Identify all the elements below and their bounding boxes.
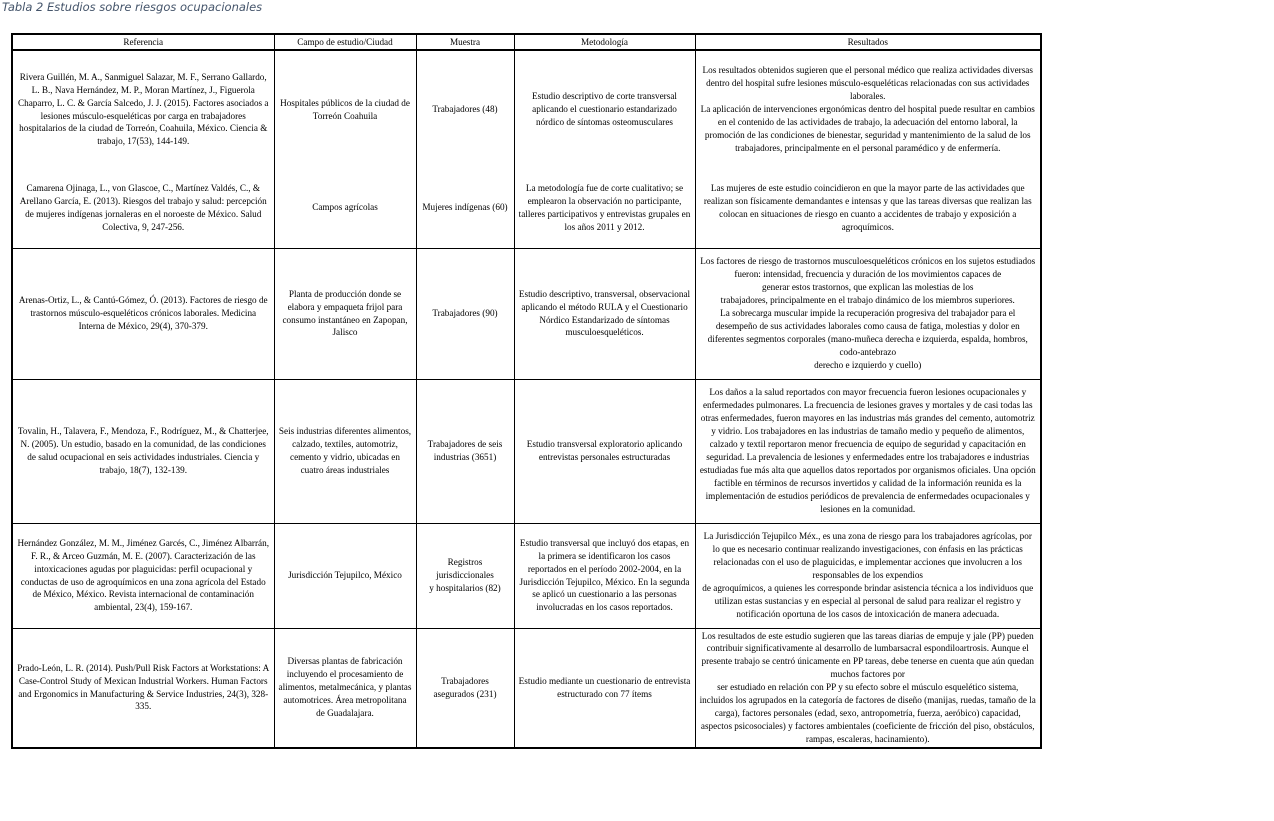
cell-referencia: Hernández González, M. M., Jiménez Garcés, C., Jiménez Albarrán, F. R., & Arceo Guzmán, M. E. (2007). Caracterización de las intoxicaciones agudas por plaguicidas: perfil ocupacional y conductas de uso de agroquímicos en una zona agrícola del Estado de México, México. Revista internacional de contaminación ambiental, 23(4), 159-167.	[12, 523, 274, 628]
header-row	[12, 34, 1041, 50]
cell-muestra: Trabajadores asegurados (231)	[416, 628, 514, 748]
cell-metodologia: Estudio transversal que incluyó dos etapas, en la primera se identificaron los casos reportados en el período 2002-2004, en la Jurisdicción Tejupilco, México. En la segunda se aplicó un cuestionario a las personas involucradas en los casos reportados.	[514, 523, 695, 628]
header-resultados: Resultados	[695, 34, 1041, 50]
table-row	[12, 248, 1041, 379]
cell-resultados: Los daños a la salud reportados con mayor frecuencia fueron lesiones ocupacionales y enfermedades pulmonares. La frecuencia de lesiones graves y mortales y de casi todas las otras enfermedades, fueron mayores en las industrias más grandes del cemento, automotriz y vidrio. Los trabajadores en las industrias de tamaño medio y pequeño de alimentos, calzado y textil reportaron menor frecuencia de equipo de seguridad y capacitación en seguridad. La prevalencia de lesiones y enfermedades entre los trabajadores e industrias estudiadas fue más alta que aquellos datos reportados por organismos oficiales. Una opción factible en términos de recursos invertidos y calidad de la información reunida es la implementación de estudios periódicos de prevalencia de enfermedades ocupacionales y lesiones en la comunidad.	[695, 379, 1041, 523]
cell-referencia: Tovalin, H., Talavera, F., Mendoza, F., Rodríguez, M., & Chatterjee, N. (2005). Un estudio, basado en la comunidad, de las condiciones de salud ocupacional en seis actividades industriales. Ciencia y trabajo, 18(7), 132-139.	[12, 379, 274, 523]
cell-referencia: Camarena Ojinaga, L., von Glascoe, C., Martínez Valdés, C., & Arellano García, E. (2013). Riesgos del trabajo y salud: percepción de mujeres indígenas jornaleras en el noroeste de México. Salud Colectiva, 9, 247-256.	[12, 168, 274, 248]
cell-resultados: Los resultados obtenidos sugieren que el personal médico que realiza actividades diversas dentro del hospital sufre lesiones músculo-esqueléticas relacionadas con sus actividades laborales. La aplicación de intervenciones ergonómicas dentro del hospital puede resultar en cambios en el contenido de las actividades de trabajo, la adecuación del entorno laboral, la promoción de las condiciones de bienestar, seguridad y mantenimiento de la salud de los trabajadores, principalmente en el personal paramédico y de enfermería.	[695, 50, 1041, 168]
table-row	[12, 50, 1041, 168]
cell-metodologia: Estudio transversal exploratorio aplicando entrevistas personales estructuradas	[514, 379, 695, 523]
cell-campo: Hospitales públicos de la ciudad de Torreón Coahuila	[274, 50, 416, 168]
cell-campo: Diversas plantas de fabricación incluyendo el procesamiento de alimentos, metalmecánica, y plantas automotrices. Área metropolitana de Guadalajara.	[274, 628, 416, 748]
cell-resultados: Las mujeres de este estudio coincidieron en que la mayor parte de las actividades que realizan son físicamente demandantes e intensas y que las tareas diversas que realizan las colocan en situaciones de riesgo en cuanto a accidentes de trabajo y exposición a agroquímicos.	[695, 168, 1041, 248]
cell-metodologia: Estudio descriptivo, transversal, observacional aplicando el método RULA y el Cuestionario Nórdico Estandarizado de síntomas musculoesqueléticos.	[514, 248, 695, 379]
header-referencia: Referencia	[12, 34, 274, 50]
cell-resultados: La Jurisdicción Tejupilco Méx., es una zona de riesgo para los trabajadores agrícolas, por lo que es necesario continuar realizando investigaciones, con énfasis en las prácticas relacionadas con el uso de plaguicidas, e implementar acciones que involucren a los responsables de los expendios de agroquímicos, a quienes les corresponde brindar asistencia técnica a los individuos que utilizan estas sustancias y en especial al personal de salud para realizar el registro y notificación oportuna de los casos de intoxicación de manera adecuada.	[695, 523, 1041, 628]
cell-referencia: Prado-León, L. R. (2014). Push/Pull Risk Factors at Workstations: A Case-Control Study of Mexican Industrial Workers. Human Factors and Ergonomics in Manufacturing & Service Industries, 24(3), 328-335.	[12, 628, 274, 748]
cell-muestra: Trabajadores (48)	[416, 50, 514, 168]
cell-muestra: Mujeres indígenas (60)	[416, 168, 514, 248]
cell-metodologia: Estudio descriptivo de corte transversal aplicando el cuestionario estandarizado nórdico de síntomas osteomusculares	[514, 50, 695, 168]
cell-muestra: Trabajadores de seis industrias (3651)	[416, 379, 514, 523]
table-row	[12, 379, 1041, 523]
header-muestra: Muestra	[416, 34, 514, 50]
table-row	[12, 523, 1041, 628]
cell-resultados: Los resultados de este estudio sugieren que las tareas diarias de empuje y jale (PP) pueden contribuir significativamente al desarrollo de lumbarsacral espondiloartrosis. Aunque el presente trabajo se centró únicamente en PP tareas, debe tenerse en cuenta que aún quedan muchos factores por ser estudiado en relación con PP y su efecto sobre el músculo esquelético sistema, incluidos los agrupados en la categoría de factores de diseño (manijas, ruedas, tamaño de la carga), factores personales (edad, sexo, antropometría, fuerza, aeróbico) capacidad, aspectos psicosociales) y factores ambientales (coeficiente de fricción del piso, obstáculos, rampas, escaleras, hacinamiento).	[695, 628, 1041, 748]
table-caption: Tabla 2 Estudios sobre riesgos ocupacionales	[2, 0, 263, 14]
cell-campo: Campos agrícolas	[274, 168, 416, 248]
cell-referencia: Arenas-Ortiz, L., & Cantú-Gómez, Ó. (2013). Factores de riesgo de trastornos músculo-esqueléticos crónicos laborales. Medicina Interna de México, 29(4), 370-379.	[12, 248, 274, 379]
header-campo: Campo de estudio/Ciudad	[274, 34, 416, 50]
cell-campo: Jurisdicción Tejupilco, México	[274, 523, 416, 628]
cell-referencia: Rivera Guillén, M. A., Sanmiguel Salazar, M. F., Serrano Gallardo, L. B., Nava Hernández, M. P., Moran Martínez, J., Figuerola Chaparro, L. C. & García Salcedo, J. J. (2015). Factores asociados a lesiones músculo-esqueléticas por carga en trabajadores hospitalarios de la ciudad de Torreón, Coahuila, México. Ciencia & trabajo, 17(53), 144-149.	[12, 50, 274, 168]
cell-metodologia: La metodología fue de corte cualitativo; se emplearon la observación no participante, talleres participativos y entrevistas grupales en los años 2011 y 2012.	[514, 168, 695, 248]
cell-metodologia: Estudio mediante un cuestionario de entrevista estructurado con 77 ítems	[514, 628, 695, 748]
cell-resultados: Los factores de riesgo de trastornos musculoesqueléticos crónicos en los sujetos estudiados fueron: intensidad, frecuencia y duración de los movimientos capaces de generar estos trastornos, que explican las molestias de los trabajadores, principalmente en el trabajo dinámico de los miembros superiores. La sobrecarga muscular impide la recuperación progresiva del trabajador para el desempeño de sus actividades laborales como causa de fatiga, molestias y dolor en diferentes segmentos corporales (mano-muñeca derecha e izquierda, espalda, hombros, codo-antebrazo derecho e izquierdo y cuello)	[695, 248, 1041, 379]
studies-table	[11, 33, 1042, 749]
cell-muestra: Registros jurisdiccionales y hospitalarios (82)	[416, 523, 514, 628]
table-row	[12, 168, 1041, 248]
table-row	[12, 628, 1041, 748]
header-metodologia: Metodología	[514, 34, 695, 50]
cell-campo: Seis industrias diferentes alimentos, calzado, textiles, automotriz, cemento y vidrio, ubicadas en cuatro áreas industriales	[274, 379, 416, 523]
cell-muestra: Trabajadores (90)	[416, 248, 514, 379]
cell-campo: Planta de producción donde se elabora y empaqueta frijol para consumo instantáneo en Zapopan, Jalisco	[274, 248, 416, 379]
